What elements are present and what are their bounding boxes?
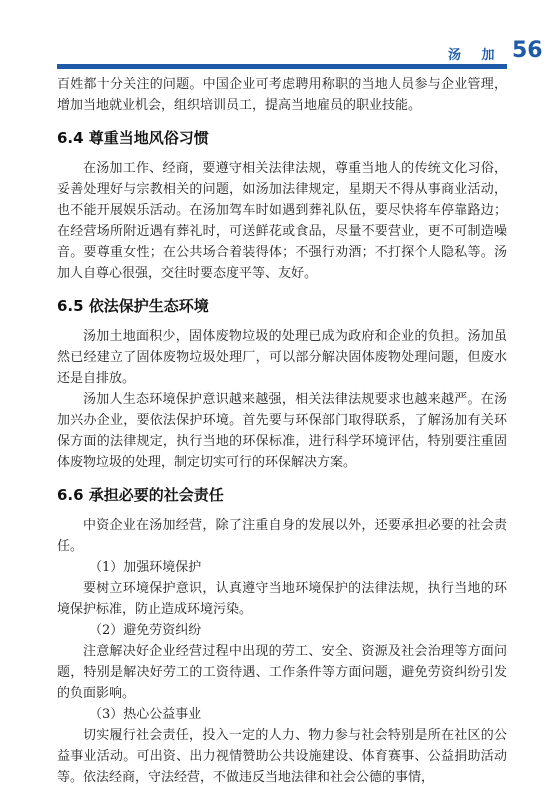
- paragraph: 汤加人生态环境保护意识越来越强，相关法律法规要求也越来越严。在汤加兴办企业，要依法保护环境。首先要与环保部门取得联系，了解汤加有关环保方面的法律规定，执行当地的环保标准，进行科学环境评估，特别要注重固体废物垃圾的处理，制定切实可行的环保解决方案。: [57, 392, 507, 470]
- page-number: 56: [512, 38, 543, 63]
- paragraph: 注意解决好企业经营过程中出现的劳工、安全、资源及社会治理等方面问题，特别是解决好劳工的工资待遇、工作条件等方面问题，避免劳资纠纷引发的负面影响。: [57, 644, 507, 701]
- paragraph: 百姓都十分关注的问题。中国企业可考虑聘用称职的当地人员参与企业管理，增加当地就业机会，组织培训员工，提高当地雇员的职业技能。: [57, 77, 507, 113]
- section-heading-6-5: 6.5 依法保护生态环境: [57, 297, 209, 315]
- paragraph: 汤加土地面积少，固体废物垃圾的处理已成为政府和企业的负担。汤加虽然已经建立了固体废物垃圾处理厂，可以部分解决固体废物处理问题，但废水还是自排放。: [57, 329, 507, 386]
- subheading: （3）热心公益事业: [89, 707, 202, 722]
- header-label: 汤 加: [448, 48, 503, 63]
- header-rule: [57, 64, 507, 69]
- paragraph: 切实履行社会责任，投入一定的人力、物力参与社会特别是所在社区的公益事业活动。可出资、出力视情赞助公共设施建设、体育赛事、公益捐助活动等。依法经商，守法经营，不做违反当地法律和社会公德的事情，: [57, 728, 507, 785]
- page-content: [57, 74, 507, 788]
- section-heading-6-4: 6.4 尊重当地风俗习惯: [57, 129, 209, 147]
- subheading: （2）避免劳资纠纷: [89, 623, 202, 638]
- paragraph: 在汤加工作、经商，要遵守相关法律法规，尊重当地人的传统文化习俗，妥善处理好与宗教相关的问题，如汤加法律规定，星期天不得从事商业活动，也不能开展娱乐活动。在汤加驾车时如遇到葬礼队伍，要尽快将车停靠路边；在经营场所附近遇有葬礼时，可送鲜花或食品，尽量不要营业，更不可制造噪音。要尊重女性；在公共场合着装得体；不强行劝酒；不打探个人隐私等。汤加人自尊心很强，交往时要态度平等、友好。: [57, 161, 507, 281]
- paragraph: 要树立环境保护意识，认真遵守当地环境保护的法律法规，执行当地的环境保护标准，防止造成环境污染。: [57, 581, 507, 617]
- paragraph: 中资企业在汤加经营，除了注重自身的发展以外，还要承担必要的社会责任。: [57, 518, 507, 554]
- section-heading-6-6: 6.6 承担必要的社会责任: [57, 486, 224, 504]
- subheading: （1）加强环境保护: [89, 560, 202, 575]
